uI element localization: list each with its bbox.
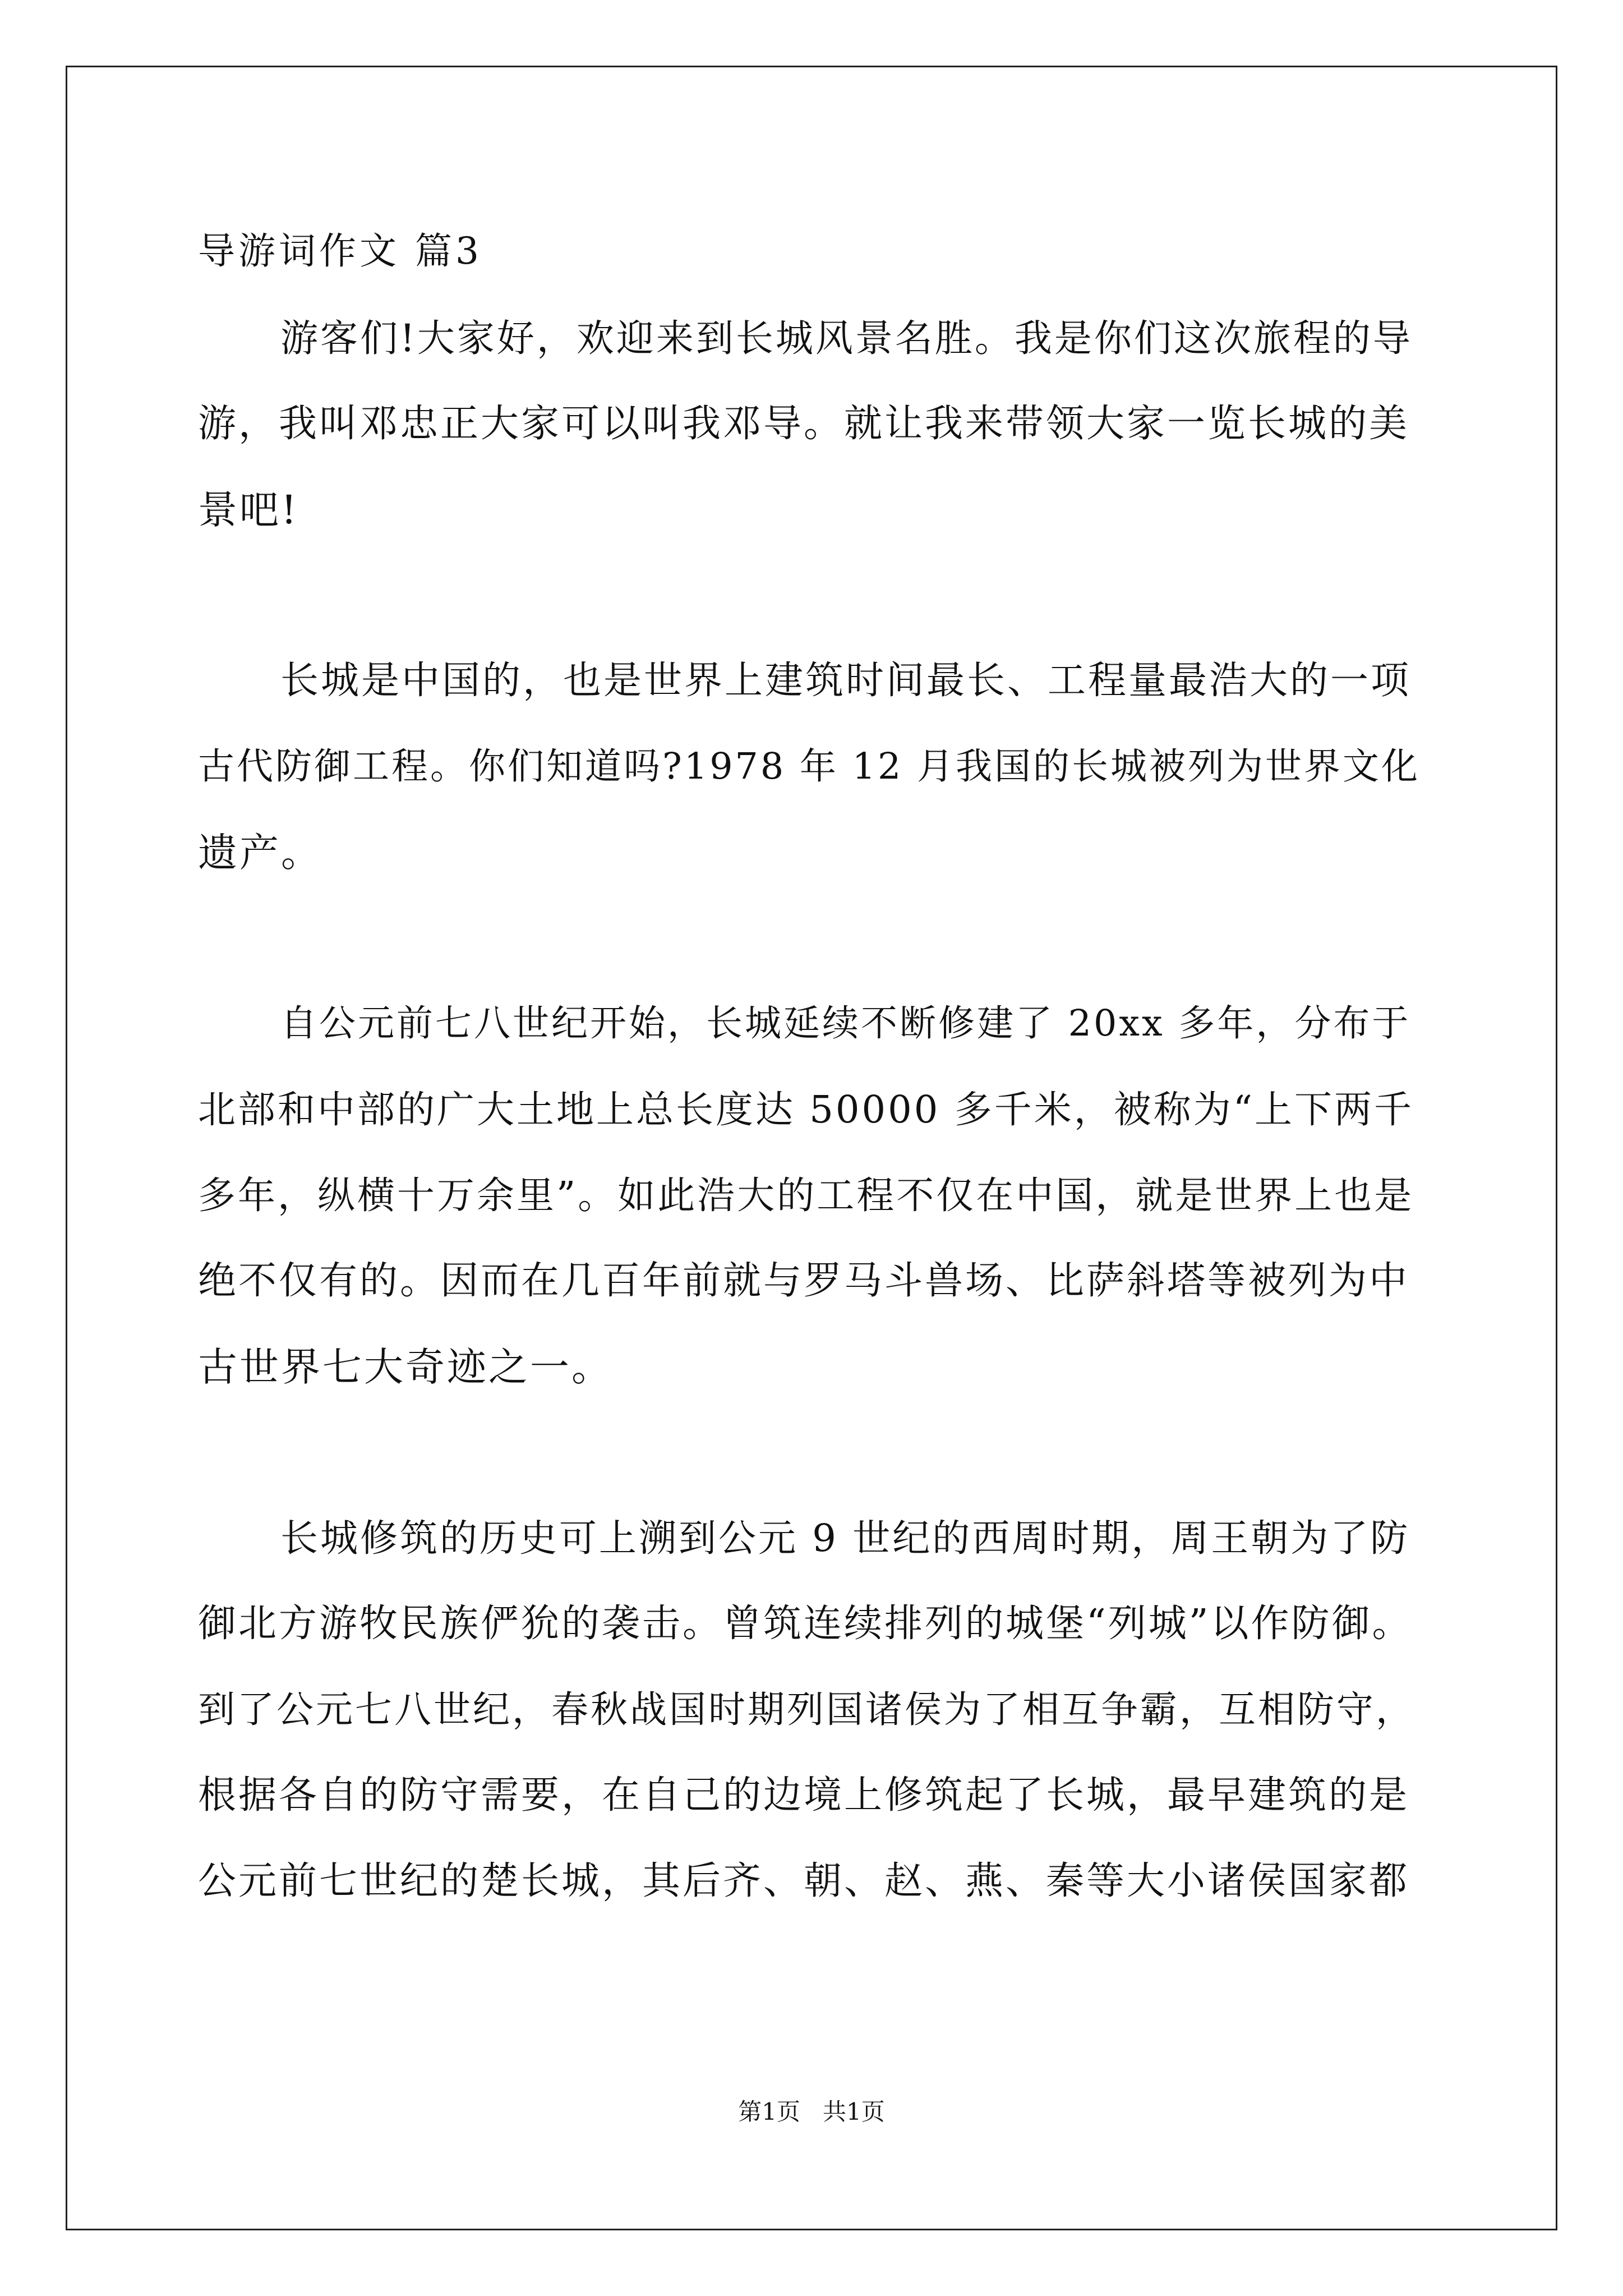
text-line-2: 游，我叫邓忠正大家可以叫我邓导。就让我来带领大家一览长城的美 [198,402,1410,446]
text-line-13: 御北方游牧民族俨狁的袭击。曾筑连续排列的城堡“列城”以作防御。 [198,1602,1413,1646]
page-number-footer: 第1页 共1页 [738,2098,885,2125]
text-line-12: 长城修筑的历史可上溯到公元 9 世纪的西周时期，周王朝为了防 [280,1516,1410,1560]
text-line-14: 到了公元七八世纪，春秋战国时期列国诸侯为了相互争霸，互相防守， [198,1688,1415,1731]
text-line-8: 北部和中部的广大土地上总长度达 50000 多千米，被称为“上下两千 [198,1088,1414,1131]
document-title: 导游词作文 篇3 [198,229,482,273]
text-line-16: 公元前七世纪的楚长城，其后齐、朝、赵、燕、秦等大小诸侯国家都 [198,1859,1410,1903]
text-line-15: 根据各自的防守需要，在自己的边境上修筑起了长城，最早建筑的是 [198,1773,1410,1818]
text-line-1: 游客们!大家好，欢迎来到长城风景名胜。我是你们这次旅程的导 [280,316,1413,360]
text-line-4: 长城是中国的，也是世界上建筑时间最长、工程量最浩大的一项 [280,659,1412,703]
text-line-10: 绝不仅有的。因而在几百年前就与罗马斗兽场、比萨斜塔等被列为中 [198,1259,1410,1303]
text-line-6: 遗产。 [198,830,322,876]
text-line-11: 古世界七大奇迹之一。 [198,1344,613,1390]
text-line-5: 古代防御工程。你们知道吗?1978 年 12 月我国的长城被列为世界文化 [198,746,1420,788]
text-line-3: 景吧! [198,487,299,533]
text-line-9: 多年，纵横十万余里”。如此浩大的工程不仅在中国，就是世界上也是 [198,1174,1414,1217]
text-line-7: 自公元前七八世纪开始，长城延续不断修建了 20xx 多年，分布于 [280,1002,1411,1045]
